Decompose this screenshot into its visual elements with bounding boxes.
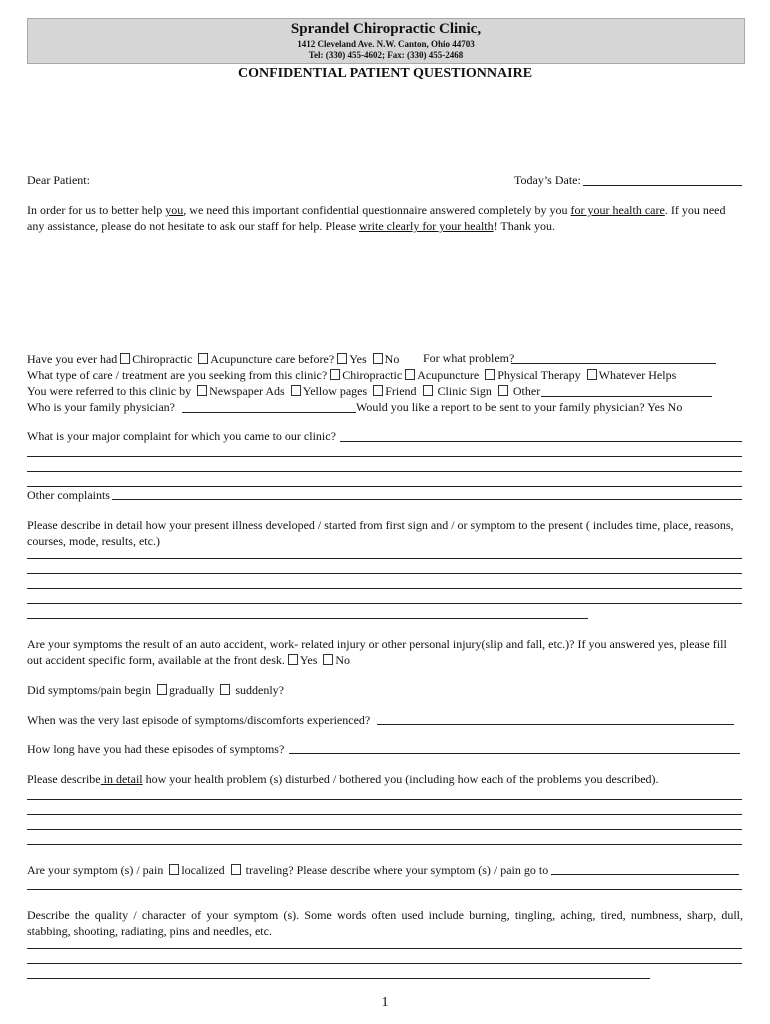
other-complaints-label: Other complaints [27,488,110,502]
traveling-option: traveling? Please describe where your symptom (s) / pain go to [245,863,549,877]
intro-text: ! Thank you. [493,219,556,233]
clinic-phone-fax: Tel: (330) 455-4602; Fax: (330) 455-2468 [308,50,464,60]
describe-illness-question: Please describe in detail how your present illness developed / started from first sign and / or symptom to the present ( includes time, place, reasons, courses, mode, results, etc.) [27,518,734,548]
intro-text: . If you need any assistance, please do not hesitate to ask our staff for help. Please [27,203,726,233]
q-care-row [27,368,676,382]
answer-line[interactable] [27,456,742,457]
answer-line[interactable] [27,486,742,487]
clinic-name: Sprandel Chiropractic Clinic, [290,21,482,37]
health-problem-text: how your health problem (s) disturbed / bothered you (including how each of the problems you described). [142,772,659,786]
q-begin-row [27,683,284,697]
q-had-no-label: No [384,352,400,366]
care-acupuncture-checkbox[interactable] [405,369,415,380]
q-care-whatever-label: Whatever Helps [598,368,677,382]
answer-line[interactable] [27,948,742,949]
document-title: CONFIDENTIAL PATIENT QUESTIONNAIRE [237,66,533,81]
accident-text: Are your symptoms the result of an auto accident, work- related injury or other personal injury(slip and fall, etc.)? If you answered yes, please fill out accident specific form, available at the front desk. [27,637,727,667]
answer-line[interactable] [27,588,742,589]
answer-line[interactable] [27,814,742,815]
ref-other-checkbox[interactable] [498,385,508,396]
answer-line[interactable] [27,618,588,619]
q-referred-label: You were referred to this clinic by [27,384,192,398]
suddenly-label: suddenly? [235,683,284,697]
health-problem-text: Please describe [27,772,101,786]
answer-line[interactable] [27,558,742,559]
traveling-checkbox[interactable] [231,864,241,875]
accident-no-label: No [335,653,351,667]
health-problem-in-detail: in detail [100,772,143,786]
clinic-header [27,18,745,64]
answer-line[interactable] [27,573,742,574]
other-complaints-field[interactable] [112,499,742,500]
how-long-label: How long have you had these episodes of symptoms? [27,742,285,756]
greeting: Dear Patient: [27,173,90,187]
answer-line[interactable] [27,799,742,800]
q-had-yes-label: Yes [349,352,367,366]
intro-text: , we need this important confidential questionnaire answered completely by you [183,203,571,217]
answer-line[interactable] [27,603,742,604]
localized-checkbox[interactable] [169,864,179,875]
physician-label: Who is your family physician? [27,400,175,414]
ref-friend-checkbox[interactable] [373,385,383,396]
todays-date-label: Today’s Date: [514,173,581,187]
q-had-chiropractic-label: Chiropractic [132,352,193,366]
major-complaint-field[interactable] [340,441,742,442]
ref-other-label: Other [512,384,541,398]
ref-newspaper-checkbox[interactable] [197,385,207,396]
care-chiropractic-checkbox[interactable] [330,369,340,380]
had-no-checkbox[interactable] [373,353,383,364]
major-complaint-label: What is your major complaint for which you came to our clinic? [27,429,336,443]
q-had-acupuncture-label: Acupuncture care before? [210,352,335,366]
q-had-label: Have you ever had [27,352,118,366]
begin-label: Did symptoms/pain begin [27,683,151,697]
report-question: Would you like a report to be sent to your family physician? Yes No [356,400,683,414]
answer-line[interactable] [27,844,742,845]
ref-sign-label: Clinic Sign [437,384,492,398]
gradually-checkbox[interactable] [157,684,167,695]
answer-line[interactable] [27,978,650,979]
ref-friend-label: Friend [385,384,417,398]
acupuncture-checkbox[interactable] [198,353,208,364]
quality-question: Describe the quality / character of your symptom (s). Some words often used include burning, tingling, aching, tired, numbness, sharp, dull, stabbing, shooting, radiating, pins and needles, etc. [27,908,743,938]
had-yes-checkbox[interactable] [337,353,347,364]
care-whatever-checkbox[interactable] [587,369,597,380]
how-long-field[interactable] [289,753,740,754]
accident-yes-label: Yes [299,653,318,667]
problem-field[interactable] [511,363,716,364]
physician-field[interactable] [182,412,356,413]
answer-line[interactable] [27,889,742,890]
q-referred-row [27,384,540,398]
q-had-row [27,352,399,366]
intro-health-care: for your health care [570,203,665,217]
ref-yellow-checkbox[interactable] [291,385,301,396]
health-problem-question [27,772,659,786]
q-care-pt-label: Physical Therapy [497,368,581,382]
accident-question [27,636,743,668]
intro-you: you [165,203,184,217]
localized-label: Are your symptom (s) / pain [27,863,164,877]
ref-newspaper-label: Newspaper Ads [209,384,285,398]
last-episode-label: When was the very last episode of symptoms/discomforts experienced? [27,713,371,727]
gradually-label: gradually [169,683,215,697]
answer-line[interactable] [27,963,742,964]
q-care-chiropractic-label: Chiropractic [342,368,403,382]
answer-line[interactable] [27,471,742,472]
chiropractic-checkbox[interactable] [120,353,130,364]
suddenly-checkbox[interactable] [220,684,230,695]
todays-date-field[interactable] [583,185,742,186]
clinic-address: 1412 Cleveland Ave. N.W. Canton, Ohio 44703 [297,39,475,49]
q-care-label: What type of care / treatment are you seeking from this clinic? [27,368,328,382]
ref-sign-checkbox[interactable] [423,385,433,396]
localized-where-field[interactable] [551,874,739,875]
answer-line[interactable] [27,829,742,830]
accident-no-checkbox[interactable] [323,654,333,665]
intro-paragraph [27,202,743,234]
intro-text: In order for us to better help [27,203,166,217]
care-pt-checkbox[interactable] [485,369,495,380]
localized-option: localized [181,863,225,877]
problem-label: For what problem? [423,351,515,365]
last-episode-field[interactable] [377,724,734,725]
ref-other-field[interactable] [541,396,712,397]
ref-yellow-label: Yellow pages [302,384,368,398]
accident-yes-checkbox[interactable] [288,654,298,665]
q-care-acupuncture-label: Acupuncture [417,368,480,382]
q-localized-row [27,863,548,877]
page-number: 1 [381,995,389,1010]
intro-write-clearly: write clearly for your health [359,219,494,233]
